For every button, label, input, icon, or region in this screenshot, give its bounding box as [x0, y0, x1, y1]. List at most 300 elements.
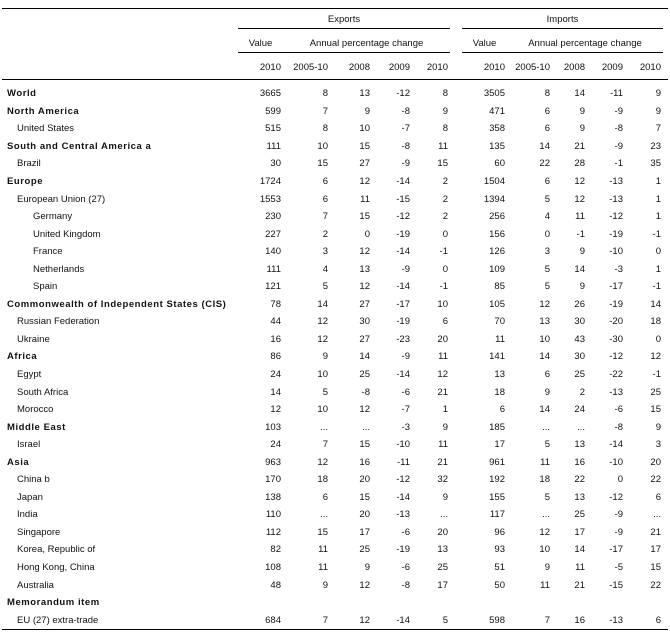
- cell-imports-2: 12: [574, 193, 585, 205]
- table-row: [2, 260, 668, 278]
- cell-imports-4: 17: [650, 544, 661, 556]
- cell-imports-3: -13: [609, 614, 623, 626]
- cell-exports-3: -7: [401, 123, 410, 135]
- cell-exports-0: 111: [266, 140, 281, 152]
- table-row: [2, 120, 668, 138]
- exports-year-2009: 2009: [388, 62, 410, 73]
- table-row: [2, 541, 668, 559]
- cell-exports-0: 963: [265, 456, 281, 468]
- cell-exports-1: 8: [322, 88, 328, 100]
- row-label: Europe: [7, 176, 44, 187]
- cell-imports-1: 3: [544, 246, 550, 258]
- cell-imports-1: 14: [539, 351, 550, 363]
- cell-exports-0: 14: [270, 386, 281, 398]
- cell-imports-3: -1: [614, 158, 623, 170]
- cell-imports-3: -14: [609, 439, 623, 451]
- subgroup-header-row: [2, 29, 668, 53]
- cell-imports-4: 35: [650, 158, 661, 170]
- cell-imports-3: -10: [609, 246, 623, 258]
- cell-imports-0: 6: [499, 404, 505, 416]
- cell-exports-4: 2: [442, 193, 448, 205]
- cell-imports-4: 22: [650, 474, 661, 486]
- cell-exports-4: 20: [437, 333, 448, 345]
- cell-imports-4: 12: [650, 351, 661, 363]
- cell-exports-2: 12: [359, 176, 370, 187]
- cell-exports-1: 5: [322, 386, 328, 398]
- imports-value-header: Value: [462, 38, 507, 53]
- cell-exports-4: -1: [439, 246, 448, 258]
- cell-imports-3: -10: [609, 456, 623, 468]
- cell-exports-4: 15: [437, 158, 448, 170]
- cell-exports-1: 3: [322, 246, 328, 258]
- cell-imports-4: 0: [655, 333, 661, 345]
- cell-exports-2: 12: [359, 579, 370, 591]
- cell-imports-3: -19: [609, 228, 623, 240]
- cell-exports-4: -1: [439, 281, 448, 293]
- cell-imports-3: -22: [609, 369, 623, 381]
- cell-imports-1: 6: [544, 105, 550, 117]
- cell-imports-2: 9: [579, 123, 585, 135]
- cell-exports-0: 44: [270, 316, 281, 328]
- cell-exports-1: 10: [317, 140, 328, 152]
- cell-exports-1: 7: [322, 211, 328, 223]
- cell-exports-4: 11: [438, 140, 448, 152]
- cell-imports-3: -13: [609, 176, 623, 187]
- cell-exports-4: 13: [437, 544, 448, 556]
- cell-exports-1: 6: [322, 193, 328, 205]
- table-row: [2, 506, 668, 524]
- cell-imports-1: 5: [544, 439, 550, 451]
- cell-exports-1: 12: [317, 456, 328, 468]
- cell-exports-3: -14: [396, 614, 410, 626]
- cell-imports-3: -20: [609, 316, 623, 328]
- table-row: [2, 348, 668, 366]
- cell-imports-0: 156: [489, 228, 505, 240]
- cell-exports-3: -11: [396, 456, 410, 468]
- cell-imports-0: 155: [489, 491, 505, 503]
- row-label: EU (27) extra-trade: [17, 614, 99, 626]
- cell-imports-1: 6: [544, 123, 550, 135]
- table-row: [2, 383, 668, 401]
- cell-imports-2: 25: [574, 369, 585, 381]
- cell-imports-0: 13: [494, 369, 505, 381]
- cell-imports-2: 43: [574, 333, 585, 345]
- cell-exports-4: 25: [437, 562, 448, 574]
- cell-imports-0: 141: [489, 351, 505, 363]
- cell-imports-4: 9: [655, 421, 661, 433]
- cell-imports-0: 85: [494, 281, 505, 293]
- cell-imports-2: 30: [574, 316, 585, 328]
- cell-imports-1: 14: [539, 140, 550, 152]
- cell-imports-2: 22: [574, 474, 585, 486]
- cell-exports-3: -9: [401, 263, 410, 275]
- cell-imports-0: 961: [489, 456, 505, 468]
- row-label: Morocco: [17, 404, 54, 416]
- exports-year-2010: 2010: [426, 62, 448, 73]
- table-row: [2, 489, 668, 507]
- cell-exports-3: -14: [396, 246, 410, 258]
- cell-imports-1: 5: [544, 263, 550, 275]
- cell-imports-0: 18: [494, 386, 505, 398]
- cell-exports-3: -6: [401, 562, 410, 574]
- cell-exports-1: ...: [320, 421, 328, 433]
- cell-imports-1: 9: [544, 562, 550, 574]
- cell-exports-0: 48: [270, 579, 281, 591]
- cell-exports-0: 24: [270, 439, 281, 451]
- row-label: Israel: [17, 439, 41, 451]
- cell-imports-4: 6: [655, 614, 661, 626]
- cell-exports-4: 6: [442, 316, 448, 328]
- row-label: Hong Kong, China: [17, 562, 95, 574]
- cell-imports-0: 135: [489, 140, 505, 152]
- cell-exports-3: -13: [396, 509, 410, 521]
- year-header-row: [2, 53, 668, 79]
- cell-exports-1: 12: [317, 333, 328, 345]
- cell-exports-2: 17: [359, 526, 370, 538]
- cell-exports-4: 1: [442, 404, 448, 416]
- cell-imports-0: 598: [489, 614, 505, 626]
- cell-exports-4: 8: [442, 123, 448, 135]
- cell-imports-4: -1: [652, 228, 661, 240]
- group-header-row: [2, 9, 668, 29]
- cell-exports-0: 86: [270, 351, 281, 363]
- cell-exports-0: 227: [265, 228, 281, 240]
- cell-imports-3: -11: [609, 88, 623, 100]
- cell-imports-0: 105: [489, 298, 505, 310]
- cell-imports-3: -15: [609, 579, 623, 591]
- cell-imports-2: 9: [579, 246, 585, 258]
- cell-exports-0: 121: [265, 281, 281, 293]
- table-row: [2, 103, 668, 121]
- cell-imports-4: 14: [650, 298, 661, 310]
- cell-exports-4: 21: [437, 386, 448, 398]
- cell-imports-3: -30: [609, 333, 623, 345]
- cell-exports-4: 20: [437, 526, 448, 538]
- cell-exports-3: -15: [396, 193, 410, 205]
- cell-imports-1: 0: [544, 228, 550, 240]
- cell-imports-2: 21: [574, 140, 585, 152]
- cell-exports-4: 10: [437, 298, 448, 310]
- cell-exports-1: 11: [318, 544, 328, 556]
- cell-imports-4: ...: [653, 509, 661, 521]
- cell-imports-4: 1: [655, 263, 661, 275]
- table-bottom-rule: [2, 629, 668, 630]
- imports-value-year: 2010: [483, 62, 505, 73]
- cell-exports-1: 18: [317, 474, 328, 486]
- cell-exports-1: 6: [322, 176, 328, 187]
- row-label: Germany: [33, 211, 73, 223]
- cell-exports-3: -19: [396, 228, 410, 240]
- cell-exports-3: -6: [401, 386, 410, 398]
- cell-imports-0: 93: [494, 544, 505, 556]
- cell-exports-4: 5: [442, 614, 448, 626]
- cell-exports-2: 15: [359, 491, 370, 503]
- cell-exports-1: 9: [322, 579, 328, 591]
- cell-imports-3: -9: [614, 526, 623, 538]
- cell-imports-1: 13: [539, 316, 550, 328]
- cell-exports-2: 9: [364, 105, 370, 117]
- cell-exports-0: 12: [270, 404, 281, 416]
- cell-exports-3: -14: [396, 176, 410, 187]
- cell-imports-2: 30: [574, 351, 585, 363]
- cell-exports-1: 10: [317, 369, 328, 381]
- row-label: European Union (27): [17, 193, 106, 205]
- cell-exports-2: 20: [359, 474, 370, 486]
- row-label: Spain: [33, 281, 58, 293]
- cell-exports-2: 27: [359, 333, 370, 345]
- imports-group-header: Imports: [462, 14, 663, 29]
- table-row: [2, 594, 668, 612]
- cell-exports-0: 1553: [259, 193, 281, 205]
- cell-exports-3: -14: [396, 369, 410, 381]
- table-row: [2, 278, 668, 296]
- cell-imports-4: -1: [652, 369, 661, 381]
- cell-imports-1: 6: [544, 369, 550, 381]
- cell-exports-4: 9: [442, 105, 448, 117]
- cell-exports-4: 9: [442, 491, 448, 503]
- cell-imports-4: 9: [655, 105, 661, 117]
- cell-exports-4: 2: [442, 176, 448, 187]
- cell-exports-3: -19: [396, 316, 410, 328]
- cell-exports-2: 16: [359, 456, 370, 468]
- table-row: [2, 225, 668, 243]
- cell-exports-2: 20: [359, 509, 370, 521]
- cell-exports-2: 0: [364, 228, 370, 240]
- cell-imports-4: 20: [650, 456, 661, 468]
- cell-imports-4: 1: [655, 176, 661, 187]
- cell-imports-3: -9: [614, 140, 623, 152]
- cell-imports-0: 60: [494, 158, 505, 170]
- cell-exports-2: 12: [359, 404, 370, 416]
- cell-exports-0: 103: [265, 421, 281, 433]
- cell-exports-4: 11: [438, 439, 448, 451]
- table-row: [2, 453, 668, 471]
- cell-exports-3: -19: [396, 544, 410, 556]
- cell-imports-2: 21: [574, 579, 585, 591]
- cell-exports-3: -14: [396, 491, 410, 503]
- cell-imports-2: 16: [574, 456, 585, 468]
- cell-imports-0: 256: [489, 211, 505, 223]
- cell-imports-4: 18: [650, 316, 661, 328]
- row-label: France: [33, 246, 63, 258]
- cell-imports-2: 16: [574, 614, 585, 626]
- cell-imports-0: 17: [494, 439, 505, 451]
- cell-exports-2: ...: [362, 421, 370, 433]
- row-label: Korea, Republic of: [17, 544, 96, 556]
- cell-imports-1: 14: [539, 404, 550, 416]
- imports-year-2005-10: 2005-10: [515, 62, 550, 73]
- row-label: India: [17, 509, 38, 521]
- cell-imports-0: 1394: [483, 193, 505, 205]
- exports-apc-header: Annual percentage change: [283, 38, 450, 53]
- cell-exports-3: -8: [401, 579, 410, 591]
- cell-exports-0: 230: [265, 211, 281, 223]
- cell-exports-2: 25: [359, 544, 370, 556]
- cell-exports-1: 15: [317, 158, 328, 170]
- cell-imports-2: 26: [574, 298, 585, 310]
- row-label: Netherlands: [33, 263, 85, 275]
- cell-exports-3: -10: [396, 439, 410, 451]
- exports-year-2005-10: 2005-10: [293, 62, 328, 73]
- cell-exports-2: 13: [359, 263, 370, 275]
- cell-imports-4: 6: [655, 491, 661, 503]
- cell-exports-4: 17: [437, 579, 448, 591]
- cell-imports-1: ...: [542, 421, 550, 433]
- cell-imports-4: 22: [650, 579, 661, 591]
- cell-exports-0: 110: [265, 509, 281, 521]
- table-row: [2, 313, 668, 331]
- cell-imports-4: 9: [655, 88, 661, 100]
- cell-imports-3: -12: [609, 211, 623, 223]
- cell-exports-4: 12: [437, 369, 448, 381]
- cell-imports-1: 18: [539, 474, 550, 486]
- cell-imports-0: 471: [489, 105, 505, 117]
- cell-exports-1: 9: [322, 351, 328, 363]
- table-row: [2, 173, 668, 191]
- cell-imports-1: 11: [540, 456, 550, 468]
- imports-year-2008: 2008: [563, 62, 585, 73]
- cell-imports-2: 9: [579, 105, 585, 117]
- cell-exports-3: -6: [401, 526, 410, 538]
- exports-group-header: Exports: [238, 14, 450, 29]
- cell-imports-3: -6: [614, 404, 623, 416]
- row-label: Memorandum item: [7, 597, 100, 609]
- cell-exports-3: -17: [396, 298, 410, 310]
- cell-exports-3: -23: [396, 333, 410, 345]
- cell-imports-1: 5: [544, 193, 550, 205]
- cell-imports-1: 22: [539, 158, 550, 170]
- cell-exports-0: 138: [265, 491, 281, 503]
- cell-imports-4: 15: [650, 562, 661, 574]
- cell-imports-2: 14: [574, 263, 585, 275]
- row-label: Brazil: [17, 158, 41, 170]
- cell-exports-2: 12: [359, 281, 370, 293]
- table-row: [2, 576, 668, 594]
- table-row: [2, 85, 668, 103]
- cell-exports-4: 8: [442, 88, 448, 100]
- cell-imports-0: 96: [494, 526, 505, 538]
- cell-exports-1: 2: [322, 228, 328, 240]
- cell-exports-0: 140: [265, 246, 281, 258]
- cell-imports-0: 192: [489, 474, 505, 486]
- cell-exports-3: -7: [401, 404, 410, 416]
- cell-exports-0: 170: [265, 474, 281, 486]
- cell-imports-3: -17: [609, 281, 623, 293]
- cell-exports-1: 11: [318, 562, 328, 574]
- table-row: [2, 559, 668, 577]
- row-label: Australia: [17, 579, 54, 591]
- cell-imports-3: -12: [609, 491, 623, 503]
- cell-imports-3: -13: [609, 193, 623, 205]
- cell-imports-1: 9: [544, 386, 550, 398]
- cell-exports-2: -8: [361, 386, 370, 398]
- exports-year-2008: 2008: [348, 62, 370, 73]
- cell-exports-1: 7: [322, 439, 328, 451]
- cell-imports-3: -13: [609, 386, 623, 398]
- cell-exports-4: 2: [442, 211, 448, 223]
- cell-exports-3: -9: [401, 351, 410, 363]
- cell-exports-1: 4: [322, 263, 328, 275]
- cell-exports-3: -12: [396, 88, 410, 100]
- cell-imports-1: 8: [544, 88, 550, 100]
- exports-value-year: 2010: [259, 62, 281, 73]
- cell-imports-0: 109: [489, 263, 505, 275]
- cell-imports-3: -19: [609, 298, 623, 310]
- cell-imports-2: 14: [574, 544, 585, 556]
- cell-exports-2: 9: [364, 562, 370, 574]
- cell-exports-3: -12: [396, 211, 410, 223]
- cell-imports-4: 7: [655, 123, 661, 135]
- cell-exports-1: 7: [322, 614, 328, 626]
- cell-imports-1: 5: [544, 491, 550, 503]
- row-label: South Africa: [17, 386, 69, 398]
- row-label: United Kingdom: [33, 228, 101, 240]
- row-label: Africa: [7, 351, 38, 363]
- cell-imports-4: 1: [655, 193, 661, 205]
- cell-imports-4: 21: [650, 526, 661, 538]
- cell-exports-3: -8: [401, 105, 410, 117]
- cell-imports-2: 9: [579, 281, 585, 293]
- cell-exports-2: 15: [359, 439, 370, 451]
- row-label: Middle East: [7, 421, 66, 433]
- cell-imports-1: 12: [539, 298, 550, 310]
- table-row: [2, 331, 668, 349]
- row-label: Ukraine: [17, 333, 50, 345]
- cell-exports-0: 30: [270, 158, 281, 170]
- table-row: [2, 296, 668, 314]
- cell-imports-2: 13: [574, 491, 585, 503]
- cell-exports-4: 9: [442, 421, 448, 433]
- cell-imports-1: 4: [544, 211, 550, 223]
- imports-year-2010: 2010: [639, 62, 661, 73]
- cell-imports-0: 358: [489, 123, 505, 135]
- row-label: Russian Federation: [17, 316, 100, 328]
- cell-exports-3: -3: [401, 421, 410, 433]
- table-row: [2, 611, 668, 629]
- cell-exports-0: 108: [265, 562, 281, 574]
- cell-imports-1: 12: [539, 526, 550, 538]
- cell-imports-4: 23: [650, 140, 661, 152]
- cell-exports-0: 112: [265, 526, 281, 538]
- cell-exports-0: 599: [265, 105, 281, 117]
- row-label: China b: [17, 474, 50, 486]
- cell-exports-4: 0: [442, 228, 448, 240]
- cell-imports-1: 6: [544, 176, 550, 187]
- cell-imports-0: 11: [495, 333, 505, 345]
- table-row: [2, 436, 668, 454]
- table-row: [2, 524, 668, 542]
- cell-imports-1: 11: [540, 579, 550, 591]
- cell-imports-3: 0: [617, 474, 623, 486]
- cell-imports-3: -5: [614, 562, 623, 574]
- cell-imports-2: 11: [575, 211, 585, 223]
- cell-imports-2: ...: [577, 421, 585, 433]
- cell-imports-2: 24: [574, 404, 585, 416]
- cell-imports-3: -12: [609, 351, 623, 363]
- row-label: Commonwealth of Independent States (CIS): [7, 298, 227, 310]
- row-label: North America: [7, 105, 80, 117]
- cell-exports-1: ...: [320, 509, 328, 521]
- table-row: [2, 418, 668, 436]
- row-label: United States: [17, 123, 75, 135]
- cell-imports-2: 17: [574, 526, 585, 538]
- table-row: [2, 138, 668, 156]
- cell-imports-0: 3505: [483, 88, 505, 100]
- table-row: [2, 155, 668, 173]
- row-label: Asia: [7, 456, 30, 468]
- table-row: [2, 366, 668, 384]
- cell-exports-2: 27: [359, 298, 370, 310]
